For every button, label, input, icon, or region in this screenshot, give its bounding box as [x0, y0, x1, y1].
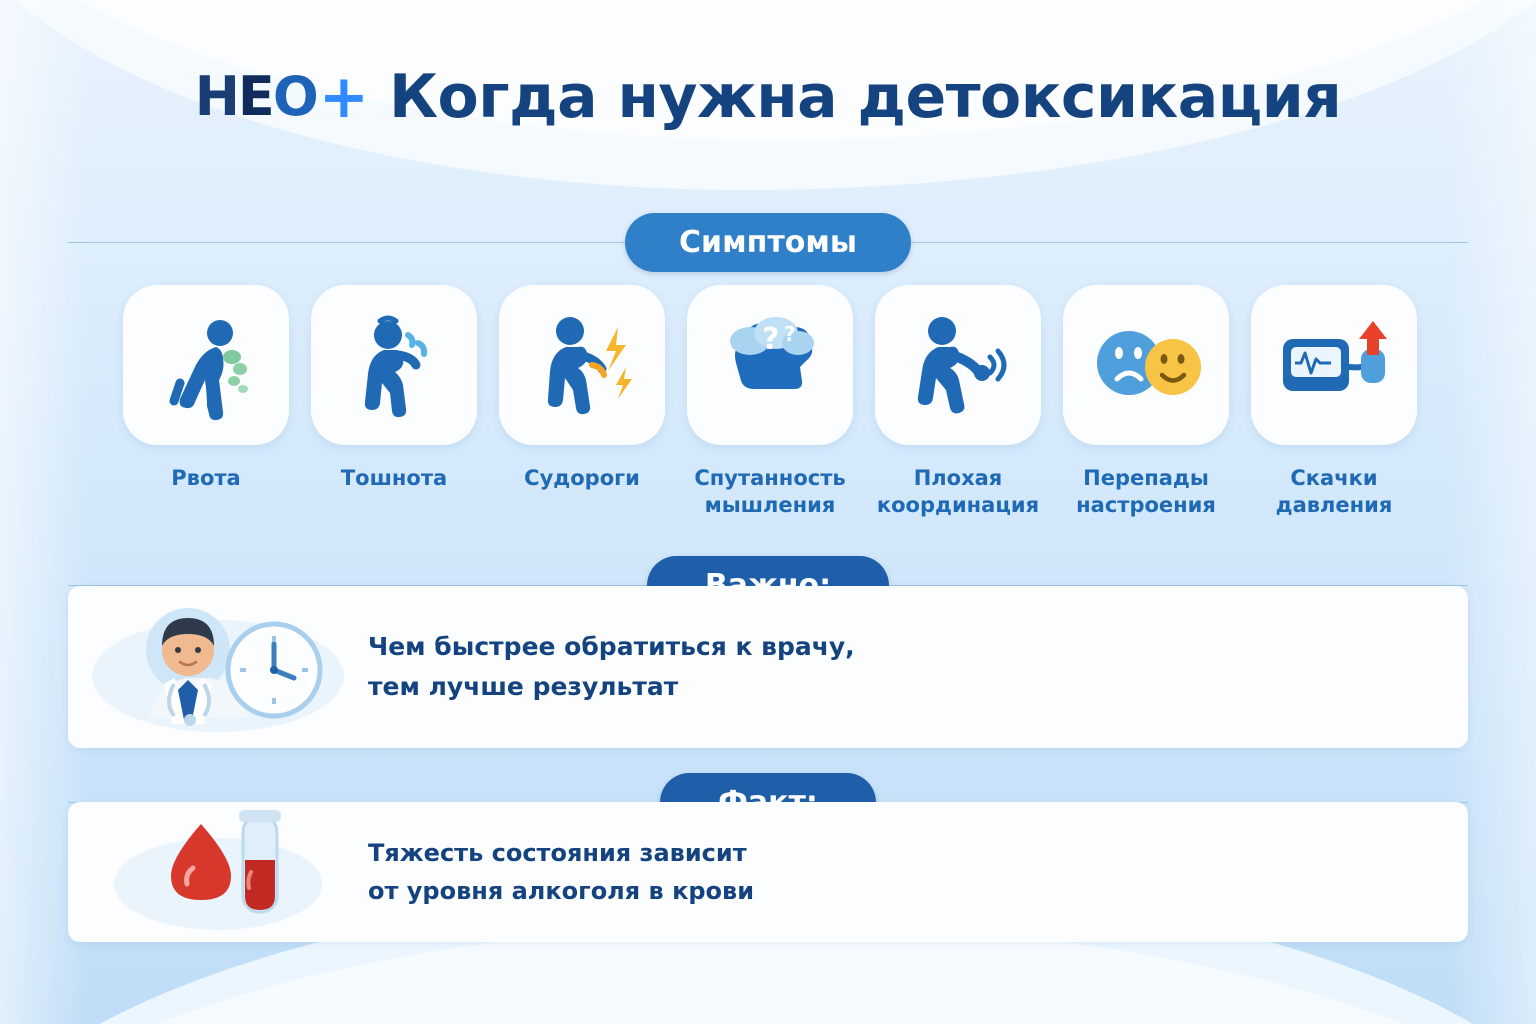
- symptom-icon-card: [311, 285, 477, 445]
- doctor-clock-icon: [78, 592, 358, 742]
- symptom-label: Рвота: [171, 466, 241, 490]
- divider-left: [68, 242, 625, 243]
- symptom-item: [496, 285, 668, 519]
- blood-test-icon: [93, 802, 343, 942]
- vomiting-icon: [146, 305, 266, 425]
- symptom-icon-card: [1063, 285, 1229, 445]
- symptom-item: [308, 285, 480, 519]
- symptom-label: Тошнота: [340, 466, 448, 490]
- svg-text:?: ?: [762, 322, 780, 357]
- symptom-label: Скачки давления: [1275, 466, 1393, 517]
- symptom-item: [1060, 285, 1232, 519]
- symptom-label: Плохая координация: [876, 466, 1040, 517]
- important-text-line1: Чем быстрее обратиться к врачу,: [368, 632, 855, 661]
- mood-swings-icon: [1081, 305, 1211, 425]
- logo-letter-1: H: [194, 65, 238, 128]
- logo-plus-icon: +: [318, 62, 367, 132]
- fact-card: [68, 802, 1468, 942]
- poster-header: [0, 62, 1536, 132]
- nausea-icon: [334, 305, 454, 425]
- symptom-item: [1248, 285, 1420, 519]
- poor-coordination-icon: [898, 305, 1018, 425]
- blood-pressure-icon: [1269, 305, 1399, 425]
- cramps-icon: [522, 305, 642, 425]
- symptom-label: Спутанность мышления: [694, 466, 846, 517]
- symptom-icon-card: [123, 285, 289, 445]
- symptom-item: [684, 285, 856, 519]
- blood-drop-test-tube-illustration: [68, 802, 368, 942]
- page-title: Когда нужна детоксикация: [389, 62, 1342, 132]
- doctor-with-clock-illustration: [68, 592, 368, 742]
- symptoms-section-header: [68, 213, 1468, 272]
- symptom-item: [120, 285, 292, 519]
- symptom-label: Перепады настроения: [1076, 466, 1216, 517]
- symptom-icon-card: [499, 285, 665, 445]
- logo-letter-2: E: [237, 65, 273, 128]
- logo-letter-3: O: [272, 65, 317, 128]
- divider-right: [911, 242, 1468, 243]
- brand-logo: [194, 62, 367, 132]
- symptom-icon-card: [687, 285, 853, 445]
- symptom-icon-card: [1251, 285, 1417, 445]
- fact-text-line2: от уровня алкоголя в крови: [368, 877, 755, 905]
- important-text: [368, 627, 855, 707]
- confusion-icon: [710, 305, 830, 425]
- symptom-icon-card: [875, 285, 1041, 445]
- svg-text:?: ?: [784, 322, 796, 346]
- fact-text-line1: Тяжесть состояния зависит: [368, 838, 747, 867]
- important-card: [68, 586, 1468, 748]
- symptoms-section-label: Симптомы: [625, 213, 911, 272]
- fact-text: [368, 834, 754, 911]
- symptom-item: [872, 285, 1044, 519]
- important-text-line2: тем лучше результат: [368, 672, 679, 701]
- symptoms-list: [120, 285, 1420, 519]
- symptom-label: Судороги: [524, 466, 640, 490]
